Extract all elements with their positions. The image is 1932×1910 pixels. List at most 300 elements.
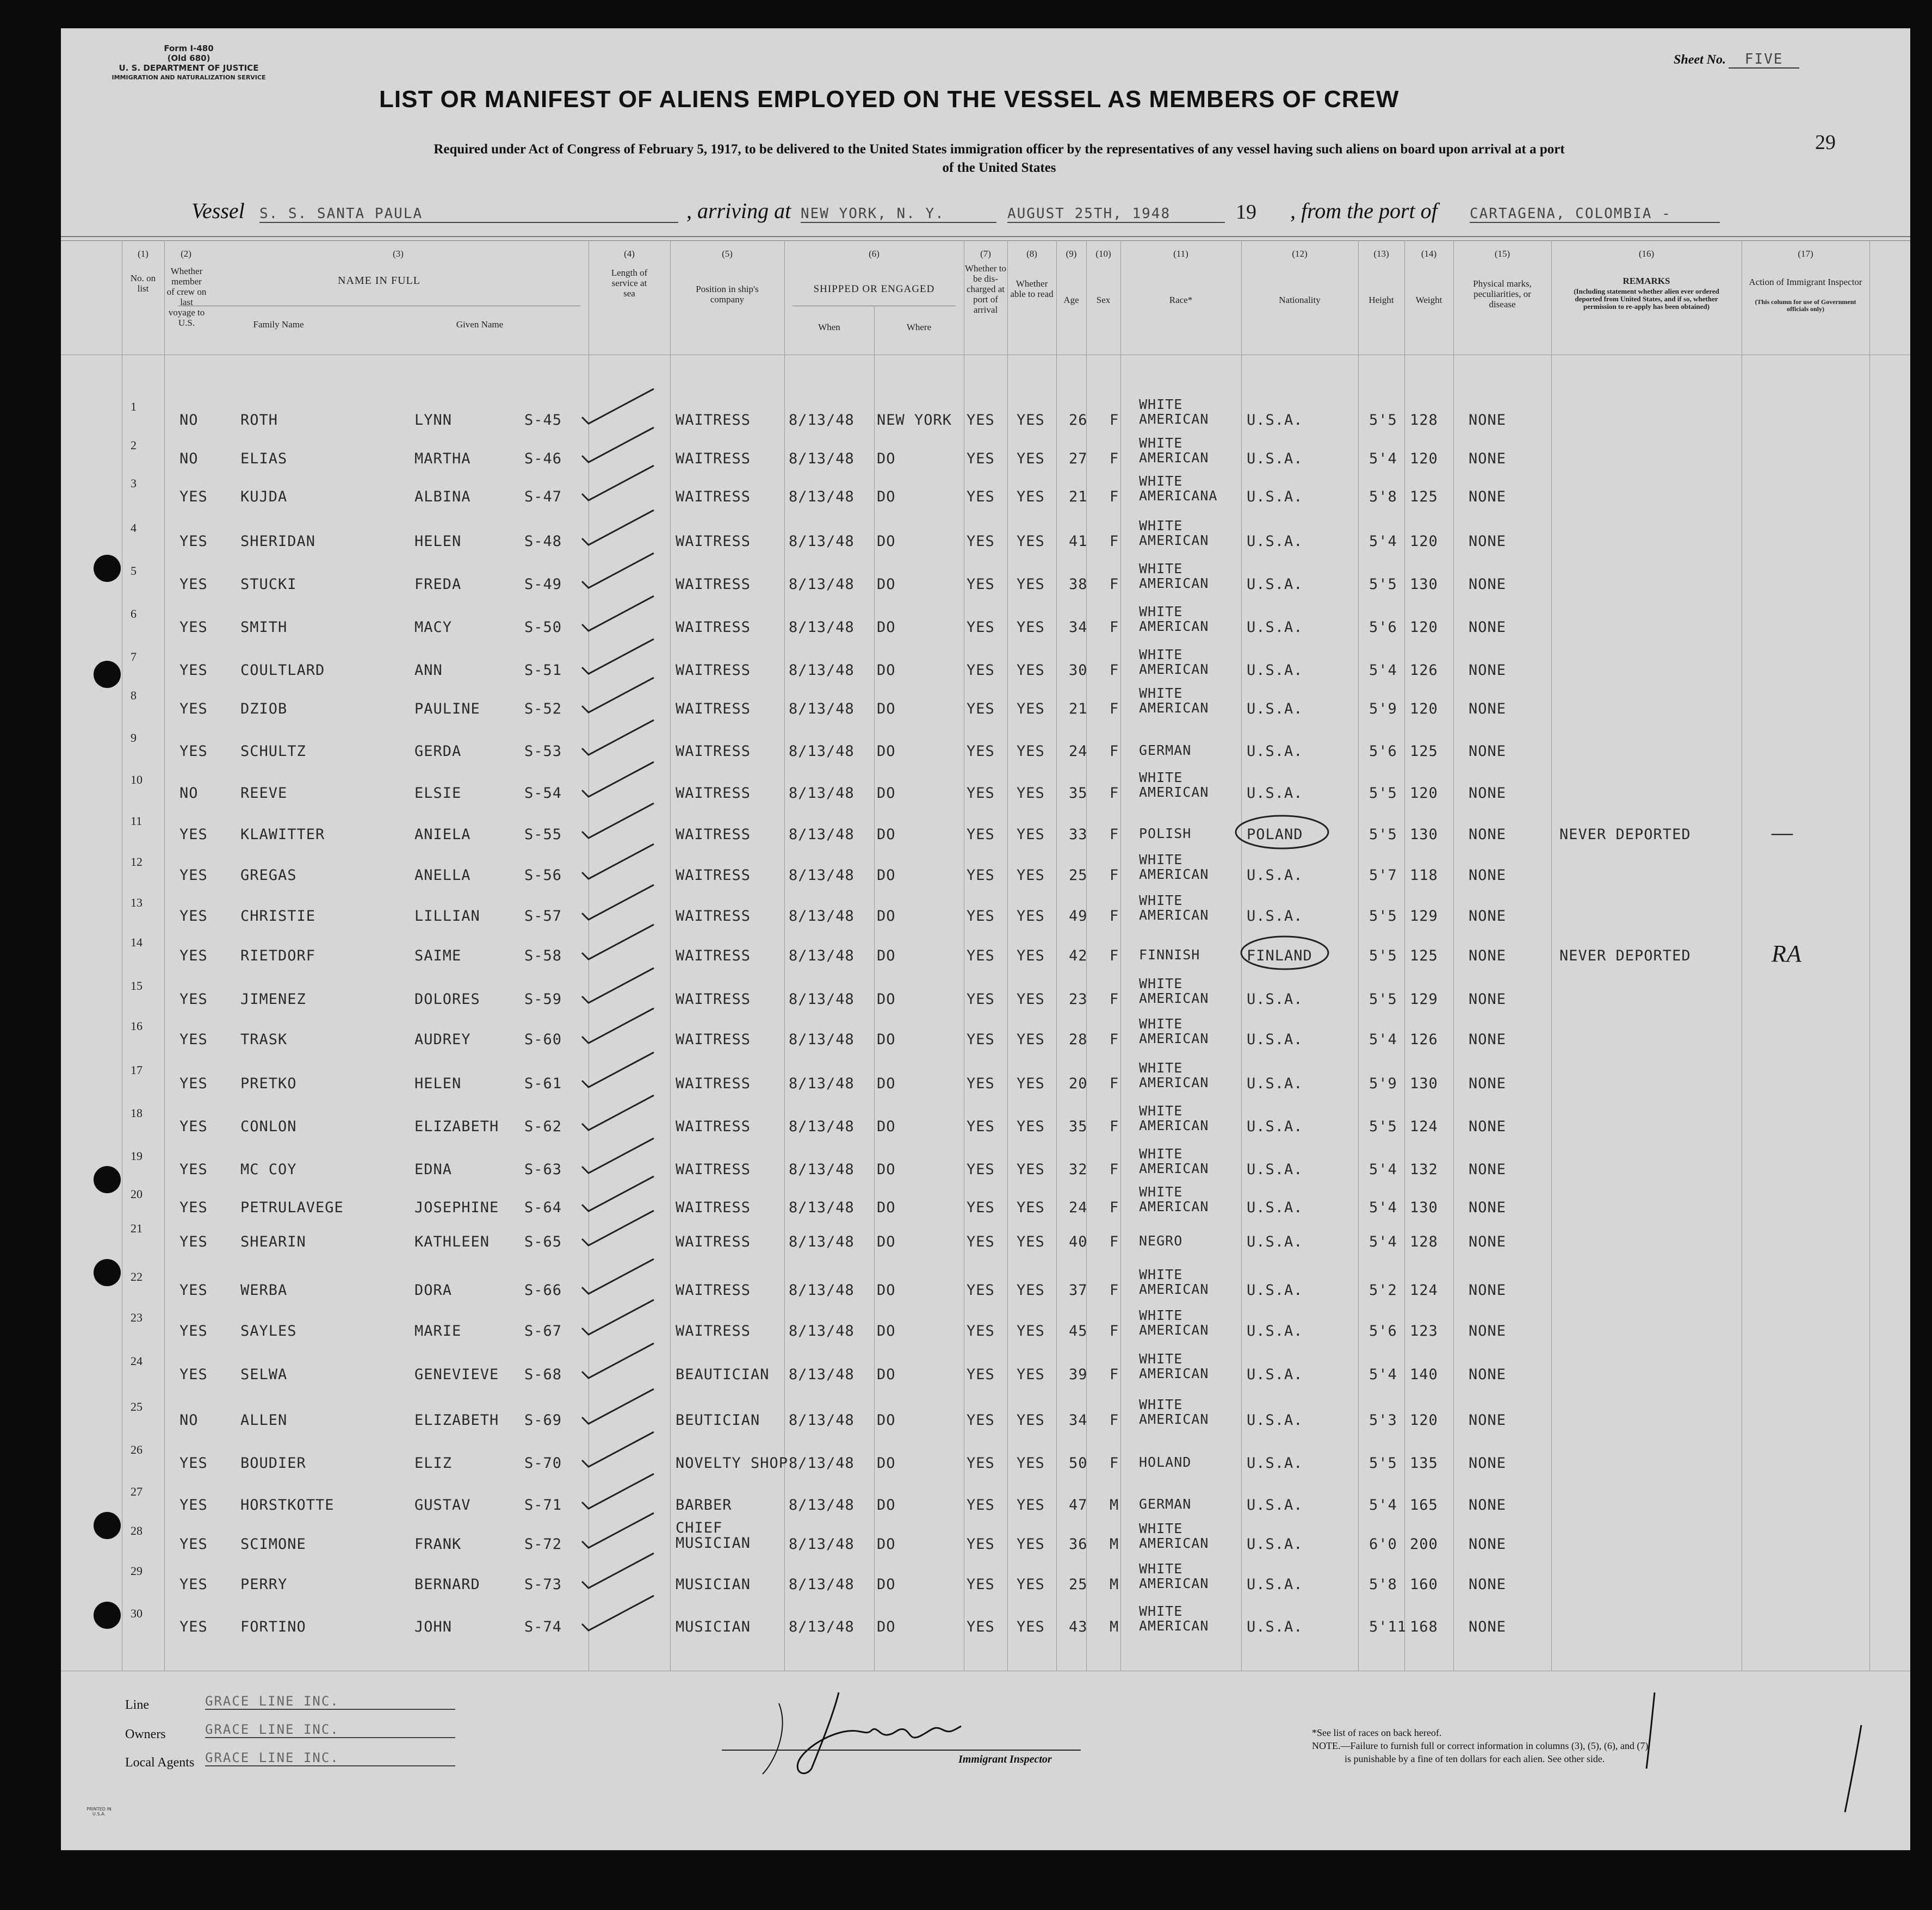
row-number: 22 [131, 1270, 143, 1283]
cell-sex: F [1110, 1161, 1119, 1178]
cell-height: 5'4 [1369, 662, 1397, 679]
cell-service: S-56 [524, 867, 562, 884]
cell-position: WAITRESS [676, 1031, 751, 1048]
cell-sex: F [1110, 576, 1119, 593]
cell-nat: U.S.A. [1247, 785, 1303, 802]
race-line-2: AMERICAN [1139, 575, 1209, 591]
column-number: (8) [1026, 249, 1037, 259]
cell-height: 5'4 [1369, 1233, 1397, 1250]
cell-family: WERBA [240, 1282, 288, 1299]
cell-service: S-71 [524, 1497, 562, 1514]
cell-phys: NONE [1469, 947, 1507, 964]
race-line-2: AMERICAN [1139, 1161, 1209, 1176]
cell-service: S-63 [524, 1161, 562, 1178]
cell-position: WAITRESS [676, 867, 751, 884]
requirement-line-1: Required under Act of Congress of February 5, 1917, to be delivered to the United States immigration officer by the representatives of any vessel having such aliens on board upon arrival at a port [434, 142, 1565, 157]
cell-phys: NONE [1469, 619, 1507, 636]
cell-disch: YES [967, 1161, 995, 1178]
cell-age: 24 [1069, 743, 1088, 760]
cell-where: DO [877, 1366, 896, 1383]
cell-nat: U.S.A. [1247, 1233, 1303, 1250]
cell-when: 8/13/48 [789, 1536, 854, 1553]
cell-given: ELIZ [414, 1455, 453, 1472]
cell-member: YES [179, 1118, 208, 1135]
cell-member: YES [179, 826, 208, 843]
race-line-2: AMERICAN [1139, 661, 1209, 677]
cell-position: WAITRESS [676, 700, 751, 717]
cell-nat: U.S.A. [1247, 1031, 1303, 1048]
race-line-2: AMERICAN [1139, 1075, 1209, 1090]
column-number: (2) [181, 249, 191, 259]
cell-sex: F [1110, 1075, 1119, 1092]
cell-nat: U.S.A. [1247, 1199, 1303, 1216]
cell-sex: F [1110, 662, 1119, 679]
cell-phys: NONE [1469, 576, 1507, 593]
cell-age: 49 [1069, 908, 1088, 925]
cell-nat: U.S.A. [1247, 1282, 1303, 1299]
cell-member: YES [179, 947, 208, 964]
cell-when: 8/13/48 [789, 1199, 854, 1216]
cell-age: 21 [1069, 488, 1088, 505]
cell-where: DO [877, 1282, 896, 1299]
cell-read: YES [1017, 533, 1045, 550]
race-line-1: WHITE [1139, 1351, 1183, 1367]
line-value: GRACE LINE INC. [205, 1694, 455, 1710]
cell-disch: YES [967, 867, 995, 884]
row-number: 9 [131, 731, 137, 745]
row-number: 27 [131, 1485, 143, 1498]
cell-sex: F [1110, 1233, 1119, 1250]
cell-service: S-45 [524, 412, 562, 429]
cell-height: 5'3 [1369, 1412, 1397, 1429]
cell-where: DO [877, 576, 896, 593]
owners-label: Owners [125, 1727, 166, 1741]
cell-age: 40 [1069, 1233, 1088, 1250]
cell-sex: F [1110, 700, 1119, 717]
cell-read: YES [1017, 1118, 1045, 1135]
cell-sex: M [1110, 1618, 1119, 1635]
cell-read: YES [1017, 412, 1045, 429]
race-line-2: AMERICAN [1139, 784, 1209, 800]
row-number: 13 [131, 896, 143, 909]
footnote-penalty-2: is punishable by a fine of ten dollars for each alien. See other side. [1345, 1753, 1605, 1764]
cell-weight: 125 [1410, 488, 1438, 505]
cell-disch: YES [967, 1282, 995, 1299]
race-line-2: GERMAN [1139, 742, 1192, 758]
cell-weight: 120 [1410, 700, 1438, 717]
cell-phys: NONE [1469, 1497, 1507, 1514]
cell-age: 25 [1069, 1576, 1088, 1593]
cell-when: 8/13/48 [789, 700, 854, 717]
cell-service: S-55 [524, 826, 562, 843]
cell-position: WAITRESS [676, 1118, 751, 1135]
cell-family: MC COY [240, 1161, 297, 1178]
cell-service: S-61 [524, 1075, 562, 1092]
cell-read: YES [1017, 785, 1045, 802]
cell-age: 35 [1069, 785, 1088, 802]
cell-family: KUJDA [240, 488, 288, 505]
cell-nat: U.S.A. [1247, 1161, 1303, 1178]
cell-height: 5'4 [1369, 533, 1397, 550]
cell-read: YES [1017, 1323, 1045, 1340]
cell-given: KATHLEEN [414, 1233, 490, 1250]
cell-position: WAITRESS [676, 947, 751, 964]
cell-read: YES [1017, 488, 1045, 505]
cell-family: SCIMONE [240, 1536, 306, 1553]
cell-height: 5'5 [1369, 826, 1397, 843]
sheet-label: Sheet No. [1674, 53, 1726, 67]
cell-family: PETRULAVEGE [240, 1199, 344, 1216]
cell-position: WAITRESS [676, 1233, 751, 1250]
cell-position: WAITRESS [676, 662, 751, 679]
cell-age: 32 [1069, 1161, 1088, 1178]
cell-weight: 132 [1410, 1161, 1438, 1178]
cell-phys: NONE [1469, 908, 1507, 925]
cell-position: WAITRESS [676, 1199, 751, 1216]
cell-disch: YES [967, 488, 995, 505]
cell-read: YES [1017, 1412, 1045, 1429]
cell-where: DO [877, 826, 896, 843]
column-number: (11) [1173, 249, 1188, 259]
cell-where: DO [877, 867, 896, 884]
cell-nat: U.S.A. [1247, 576, 1303, 593]
cell-member: NO [179, 785, 199, 802]
cell-member: YES [179, 1576, 208, 1593]
cell-height: 5'4 [1369, 450, 1397, 467]
cell-height: 5'5 [1369, 991, 1397, 1008]
cell-read: YES [1017, 1282, 1045, 1299]
cell-disch: YES [967, 785, 995, 802]
requirement-line-2: of the United States [942, 160, 1056, 175]
row-number: 24 [131, 1354, 143, 1368]
race-line-2: POLISH [1139, 826, 1192, 841]
cell-service: S-74 [524, 1618, 562, 1635]
cell-sex: M [1110, 1497, 1119, 1514]
cell-when: 8/13/48 [789, 662, 854, 679]
cell-weight: 120 [1410, 450, 1438, 467]
cell-where: DO [877, 1075, 896, 1092]
row-number: 23 [131, 1311, 143, 1324]
cell-position: WAITRESS [676, 908, 751, 925]
row-number: 26 [131, 1443, 143, 1456]
cell-weight: 120 [1410, 533, 1438, 550]
cell-height: 6'0 [1369, 1536, 1397, 1553]
cell-phys: NONE [1469, 1412, 1507, 1429]
cell-service: S-60 [524, 1031, 562, 1048]
cell-remarks: NEVER DEPORTED [1559, 826, 1691, 843]
manifest-sheet [61, 28, 1910, 1850]
footnote-races: *See list of races on back hereof. [1312, 1727, 1442, 1738]
form-number: Form I-480 [164, 44, 214, 53]
cell-nat: U.S.A. [1247, 1497, 1303, 1514]
cell-age: 25 [1069, 867, 1088, 884]
row-number: 21 [131, 1221, 143, 1235]
cell-when: 8/13/48 [789, 1412, 854, 1429]
cell-member: NO [179, 1412, 199, 1429]
cell-where: DO [877, 1618, 896, 1635]
cell-read: YES [1017, 1075, 1045, 1092]
row-number: 5 [131, 564, 137, 578]
cell-height: 5'5 [1369, 412, 1397, 429]
cell-age: 37 [1069, 1282, 1088, 1299]
race-line-2: AMERICAN [1139, 1535, 1209, 1551]
header-when: When [818, 322, 840, 332]
column-number: (12) [1292, 249, 1308, 259]
cell-family: COULTLARD [240, 662, 325, 679]
cell-weight: 123 [1410, 1323, 1438, 1340]
cell-member: YES [179, 619, 208, 636]
cell-height: 5'5 [1369, 908, 1397, 925]
cell-age: 43 [1069, 1618, 1088, 1635]
cell-height: 5'11 [1369, 1618, 1407, 1635]
row-number: 16 [131, 1019, 143, 1033]
inspector-label: Immigrant Inspector [958, 1753, 1052, 1765]
cell-where: DO [877, 1323, 896, 1340]
row-number: 20 [131, 1187, 143, 1201]
cell-action: RA [1772, 940, 1802, 967]
race-line-2: AMERICAN [1139, 1281, 1209, 1297]
cell-family: CHRISTIE [240, 908, 316, 925]
header-position: Position in ship's company [696, 284, 759, 305]
header-able-read: Whether able to read [1010, 278, 1054, 299]
race-line-2: AMERICAN [1139, 866, 1209, 882]
cell-age: 34 [1069, 1412, 1088, 1429]
header-remarks: REMARKS [1623, 276, 1670, 286]
header-sex: Sex [1096, 295, 1111, 305]
race-line-1: WHITE [1139, 1016, 1183, 1032]
cell-disch: YES [967, 700, 995, 717]
cell-age: 24 [1069, 1199, 1088, 1216]
cell-sex: F [1110, 533, 1119, 550]
cell-family: ELIAS [240, 450, 288, 467]
cell-nat: U.S.A. [1247, 908, 1303, 925]
cell-position: BARBER [676, 1497, 732, 1514]
column-number: (16) [1638, 249, 1655, 259]
header-action: Action of Immigrant Inspector [1749, 277, 1862, 287]
cell-where: DO [877, 619, 896, 636]
row-number: 8 [131, 689, 137, 702]
cell-read: YES [1017, 947, 1045, 964]
cell-phys: NONE [1469, 826, 1507, 843]
cell-phys: NONE [1469, 700, 1507, 717]
cell-read: YES [1017, 1497, 1045, 1514]
cell-service: S-49 [524, 576, 562, 593]
cell-disch: YES [967, 1455, 995, 1472]
cell-given: HELEN [414, 533, 462, 550]
cell-where: DO [877, 662, 896, 679]
cell-height: 5'7 [1369, 867, 1397, 884]
arriving-port: NEW YORK, N. Y. [801, 206, 996, 223]
row-number: 15 [131, 979, 143, 993]
cell-weight: 124 [1410, 1282, 1438, 1299]
race-line-1: WHITE [1139, 518, 1183, 534]
row-number: 7 [131, 650, 137, 663]
cell-service: S-59 [524, 991, 562, 1008]
cell-action: — [1772, 819, 1794, 846]
cell-phys: NONE [1469, 662, 1507, 679]
cell-sex: F [1110, 743, 1119, 760]
race-line-2: AMERICAN [1139, 1199, 1209, 1214]
cell-member: YES [179, 1455, 208, 1472]
cell-when: 8/13/48 [789, 991, 854, 1008]
cell-weight: 120 [1410, 785, 1438, 802]
cell-position: WAITRESS [676, 1161, 751, 1178]
cell-when: 8/13/48 [789, 1323, 854, 1340]
race-line-1: WHITE [1139, 1603, 1183, 1619]
cell-read: YES [1017, 1455, 1045, 1472]
vessel-label: Vessel [191, 199, 245, 223]
cell-disch: YES [967, 662, 995, 679]
cell-family: RIETDORF [240, 947, 316, 964]
cell-position: BEUTICIAN [676, 1412, 760, 1429]
cell-read: YES [1017, 1031, 1045, 1048]
cell-where: DO [877, 1199, 896, 1216]
race-line-2: AMERICAN [1139, 1411, 1209, 1427]
cell-read: YES [1017, 700, 1045, 717]
row-number: 19 [131, 1149, 143, 1163]
header-shipped-engaged: SHIPPED OR ENGAGED [813, 283, 935, 295]
cell-position: WAITRESS [676, 488, 751, 505]
cell-sex: F [1110, 488, 1119, 505]
cell-phys: NONE [1469, 1455, 1507, 1472]
cell-member: YES [179, 1536, 208, 1553]
cell-family: SHEARIN [240, 1233, 306, 1250]
cell-read: YES [1017, 908, 1045, 925]
cell-disch: YES [967, 1536, 995, 1553]
column-number: (3) [393, 249, 404, 259]
cell-height: 5'5 [1369, 785, 1397, 802]
cell-position: MUSICIAN [676, 1576, 751, 1593]
cell-nat: U.S.A. [1247, 1366, 1303, 1383]
cell-age: 41 [1069, 533, 1088, 550]
cell-nat: U.S.A. [1247, 619, 1303, 636]
cell-disch: YES [967, 1323, 995, 1340]
cell-service: S-69 [524, 1412, 562, 1429]
cell-family: STUCKI [240, 576, 297, 593]
race-line-1: WHITE [1139, 770, 1183, 785]
cell-service: S-72 [524, 1536, 562, 1553]
cell-where: DO [877, 1576, 896, 1593]
race-line-2: AMERICAN [1139, 1576, 1209, 1591]
cell-sex: F [1110, 991, 1119, 1008]
cell-disch: YES [967, 743, 995, 760]
cell-nat: U.S.A. [1247, 991, 1303, 1008]
cell-weight: 130 [1410, 826, 1438, 843]
row-number: 30 [131, 1607, 143, 1620]
column-number: (4) [624, 249, 635, 259]
cell-disch: YES [967, 1497, 995, 1514]
cell-member: YES [179, 991, 208, 1008]
cell-when: 8/13/48 [789, 1576, 854, 1593]
cell-given: ELIZABETH [414, 1412, 499, 1429]
cell-family: TRASK [240, 1031, 288, 1048]
cell-height: 5'6 [1369, 1323, 1397, 1340]
race-line-2: FINNISH [1139, 947, 1200, 963]
cell-remarks: NEVER DEPORTED [1559, 947, 1691, 964]
cell-nat: U.S.A. [1247, 488, 1303, 505]
cell-where: DO [877, 700, 896, 717]
column-number: (5) [722, 249, 733, 259]
cell-given: ANIELA [414, 826, 471, 843]
row-number: 28 [131, 1524, 143, 1537]
cell-read: YES [1017, 450, 1045, 467]
cell-given: DORA [414, 1282, 453, 1299]
cell-phys: NONE [1469, 533, 1507, 550]
cell-given: BERNARD [414, 1576, 480, 1593]
cell-where: DO [877, 991, 896, 1008]
header-name-in-full: NAME IN FULL [338, 275, 420, 287]
cell-family: ROTH [240, 412, 278, 429]
header-length-service: Length of service at sea [611, 268, 648, 299]
cell-position: WAITRESS [676, 533, 751, 550]
cell-height: 5'9 [1369, 1075, 1397, 1092]
cell-when: 8/13/48 [789, 908, 854, 925]
cell-service: S-58 [524, 947, 562, 964]
cell-nat: U.S.A. [1247, 1576, 1303, 1593]
cell-weight: 125 [1410, 743, 1438, 760]
column-number: (7) [980, 249, 991, 259]
column-number: (9) [1066, 249, 1077, 259]
race-line-2: NEGRO [1139, 1233, 1183, 1249]
header-age: Age [1063, 295, 1079, 305]
cell-sex: F [1110, 1199, 1119, 1216]
page-number: 29 [1815, 131, 1836, 154]
cell-where: DO [877, 1455, 896, 1472]
cell-read: YES [1017, 662, 1045, 679]
cell-sex: F [1110, 619, 1119, 636]
cell-disch: YES [967, 450, 995, 467]
cell-service: S-52 [524, 700, 562, 717]
cell-weight: 126 [1410, 1031, 1438, 1048]
cell-nat: U.S.A. [1247, 450, 1303, 467]
race-line-1: WHITE [1139, 604, 1183, 619]
cell-given: FRANK [414, 1536, 462, 1553]
cell-read: YES [1017, 1199, 1045, 1216]
from-port: CARTAGENA, COLOMBIA - [1470, 206, 1720, 223]
cell-family: GREGAS [240, 867, 297, 884]
cell-given: LILLIAN [414, 908, 480, 925]
cell-age: 47 [1069, 1497, 1088, 1514]
cell-nat: U.S.A. [1247, 1536, 1303, 1553]
cell-nat: U.S.A. [1247, 1618, 1303, 1635]
cell-member: YES [179, 700, 208, 717]
race-line-1: WHITE [1139, 435, 1183, 451]
cell-height: 5'9 [1369, 700, 1397, 717]
cell-nat: U.S.A. [1247, 1323, 1303, 1340]
cell-family: KLAWITTER [240, 826, 325, 843]
cell-age: 27 [1069, 450, 1088, 467]
cell-age: 45 [1069, 1323, 1088, 1340]
cell-when: 8/13/48 [789, 1455, 854, 1472]
cell-given: JOHN [414, 1618, 453, 1635]
cell-given: LYNN [414, 412, 453, 429]
cell-member: NO [179, 412, 199, 429]
cell-when: 8/13/48 [789, 1233, 854, 1250]
cell-where: DO [877, 1118, 896, 1135]
cell-age: 33 [1069, 826, 1088, 843]
cell-member: YES [179, 1161, 208, 1178]
header-action-sub: (This column for use of Government officials only) [1755, 298, 1856, 313]
cell-position: WAITRESS [676, 1323, 751, 1340]
cell-age: 23 [1069, 991, 1088, 1008]
cell-sex: F [1110, 1118, 1119, 1135]
from-port-label: , from the port of [1290, 199, 1438, 223]
cell-phys: NONE [1469, 1282, 1507, 1299]
owners-value: GRACE LINE INC. [205, 1722, 455, 1738]
cell-weight: 130 [1410, 1199, 1438, 1216]
header-family-name: Family Name [253, 319, 304, 330]
race-line-2: AMERICAN [1139, 990, 1209, 1006]
